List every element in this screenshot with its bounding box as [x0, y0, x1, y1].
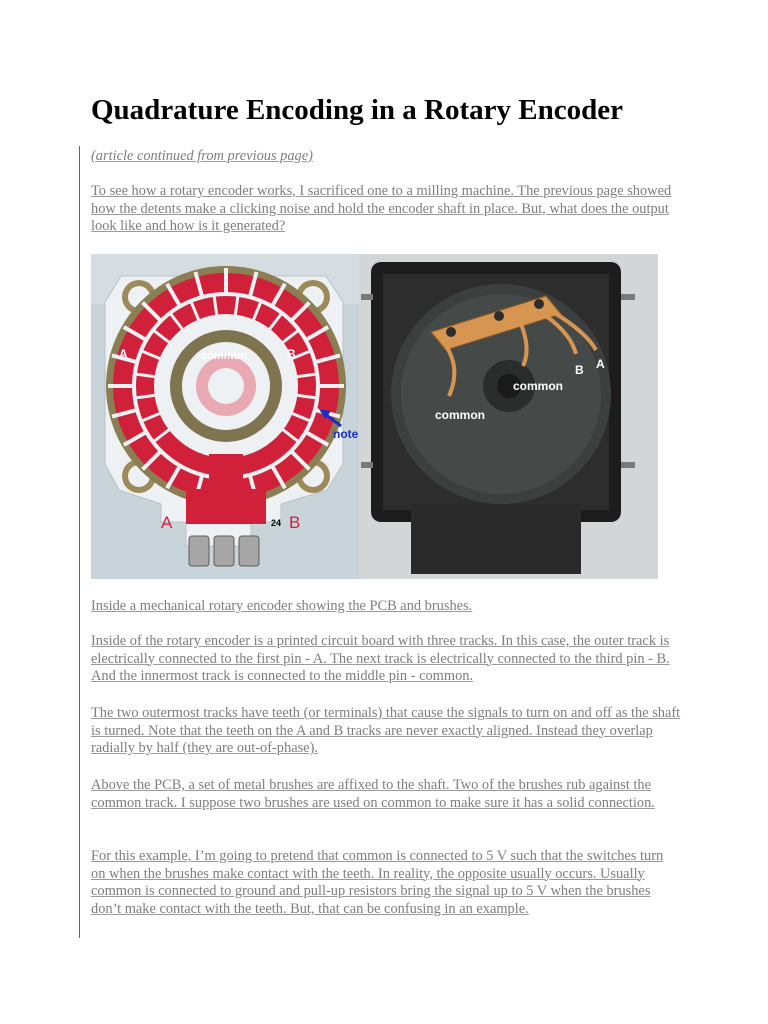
encoder-photo-figure: [91, 254, 658, 579]
figure-caption: Inside a mechanical rotary encoder showing the PCB and brushes.: [91, 598, 473, 614]
paragraph-teeth: The two outermost tracks have teeth (or terminals) that cause the signals to turn on and off as the shaft is turned. Note that the teeth on the A and B tracks are never exactly aligned. Instead they overlap radially by half (they are out-of-phase).: [91, 705, 681, 757]
brushes-photo: [360, 254, 658, 579]
paragraph-tracks: Inside of the rotary encoder is a printed circuit board with three tracks. In this case, the outer track is electrically connected to the first pin - A. The next track is electrically connected to the third pin - B. And the innermost track is connected to the middle pin - common.: [91, 633, 670, 685]
left-margin-rule: [79, 146, 80, 938]
page-title: Quadrature Encoding in a Rotary Encoder: [91, 94, 623, 126]
paragraph-example: For this example, I’m going to pretend that common is connected to 5 V such that the switches turn on when the brushes make contact with the teeth. In reality, the opposite usually occurs. Usually common is connected to ground and pull-up resistors bring the signal up to 5 V when the brushes don’t make contact with the teeth. But, that can be confusing in an example.: [91, 848, 664, 917]
label-common-upper: common: [513, 379, 564, 393]
label-brush-b: B: [575, 363, 584, 377]
label-b-track: B: [287, 347, 296, 361]
label-brush-a: A: [596, 357, 605, 371]
label-common-lower: common: [435, 408, 486, 422]
label-pin-a: A: [161, 513, 173, 532]
label-a-track: A: [119, 347, 128, 361]
label-part-number: 24: [271, 518, 282, 528]
paragraph-brushes: Above the PCB, a set of metal brushes are affixed to the shaft. Two of the brushes rub against the common track. I suppose two brushes are used on common to make sure it has a solid connection.: [91, 777, 655, 811]
continued-note[interactable]: (article continued from previous page): [91, 148, 313, 164]
label-common: common: [201, 350, 247, 362]
pcb-photo: [91, 254, 359, 579]
label-pin-b: B: [289, 513, 301, 532]
label-note: note: [333, 427, 359, 441]
intro-paragraph: To see how a rotary encoder works, I sacrificed one to a milling machine. The previous page showed how the detents make a clicking noise and hold the encoder shaft in place. But, what does the output look like and how is it generated?: [91, 183, 672, 235]
